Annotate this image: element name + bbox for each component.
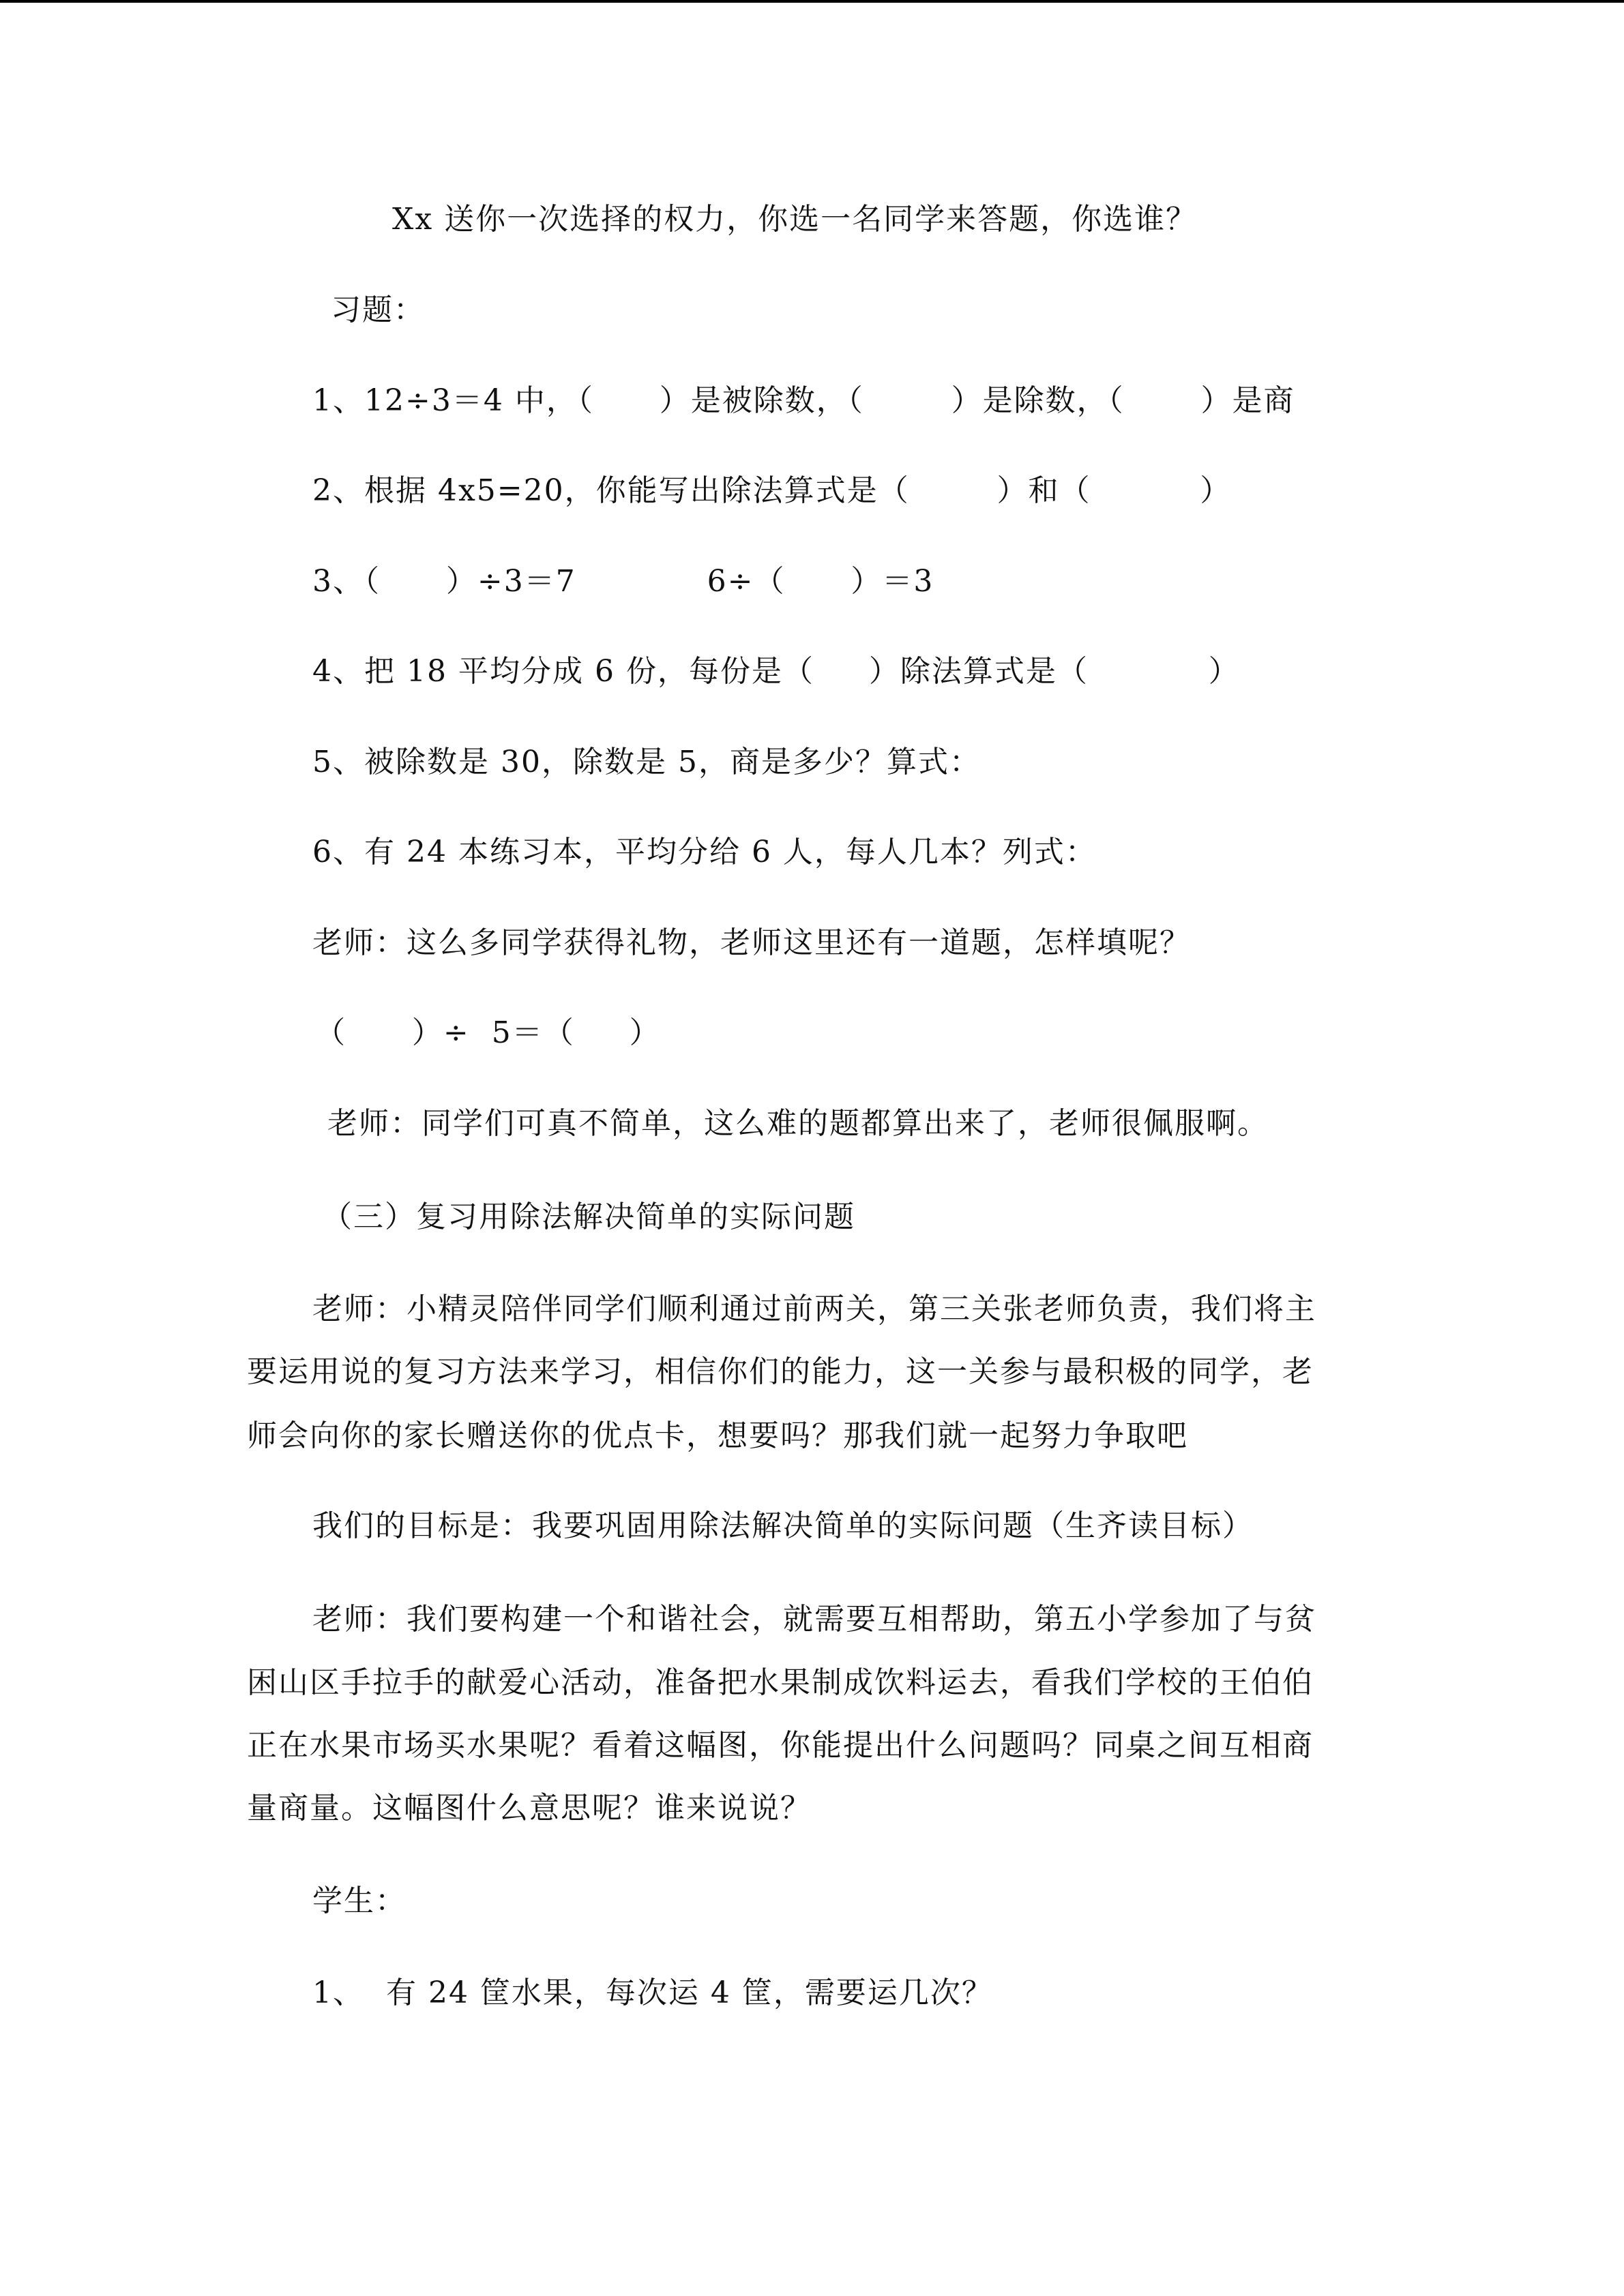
teacher-line-1: 老师：这么多同学获得礼物，老师这里还有一道题，怎样填呢？ xyxy=(312,925,1191,960)
teacher-line-2: 老师：同学们可真不简单，这么难的题都算出来了，老师很佩服啊。 xyxy=(327,1106,1269,1141)
exercise-item-3: 3、（ ）÷3＝7 6÷（ ）＝3 xyxy=(312,564,934,599)
teacher-paragraph-2-line-4: 量商量。这幅图什么意思呢？谁来说说？ xyxy=(247,1791,812,1825)
exercise-item-4: 4、把 18 平均分成 6 份，每份是（ ）除法算式是（ ） xyxy=(312,654,1240,689)
teacher-paragraph-1-line-3: 师会向你的家长赠送你的优点卡，想要吗？那我们就一起努力争取吧 xyxy=(247,1418,1188,1453)
prompt-line: Xx 送你一次选择的权力，你选一名同学来答题，你选谁？ xyxy=(392,202,1198,237)
teacher-paragraph-2-line-2: 困山区手拉手的献爱心活动，准备把水果制成饮料运去，看我们学校的王伯伯 xyxy=(247,1665,1314,1700)
teacher-paragraph-2-line-1: 老师：我们要构建一个和谐社会，就需要互相帮助，第五小学参加了与贫 xyxy=(312,1602,1316,1637)
goal-line: 我们的目标是：我要巩固用除法解决简单的实际问题（生齐读目标） xyxy=(312,1508,1254,1543)
challenge-equation: （ ）÷ 5＝（ ） xyxy=(315,1015,661,1050)
exercise-item-1: 1、12÷3＝4 中，（ ）是被除数，（ ）是除数，（ ）是商 xyxy=(312,383,1295,418)
student-question-1: 1、 有 24 筐水果，每次运 4 筐，需要运几次？ xyxy=(312,1976,993,2010)
exercise-heading: 习题： xyxy=(331,293,425,327)
exercise-item-2: 2、根据 4x5=20，你能写出除法算式是（ ）和（ ） xyxy=(312,473,1232,508)
exercise-item-5: 5、被除数是 30，除数是 5，商是多少？算式： xyxy=(312,745,981,779)
exercise-item-6: 6、有 24 本练习本，平均分给 6 人，每人几本？列式： xyxy=(312,835,1097,869)
section-heading: （三）复习用除法解决简单的实际问题 xyxy=(322,1199,855,1234)
teacher-paragraph-1-line-1: 老师：小精灵陪伴同学们顺利通过前两关，第三关张老师负责，我们将主 xyxy=(312,1292,1316,1326)
teacher-paragraph-1-line-2: 要运用说的复习方法来学习，相信你们的能力，这一关参与最积极的同学，老 xyxy=(247,1354,1314,1389)
student-label: 学生： xyxy=(312,1883,407,1918)
teacher-paragraph-2-line-3: 正在水果市场买水果呢？看着这幅图，你能提出什么问题吗？同桌之间互相商 xyxy=(247,1728,1314,1763)
